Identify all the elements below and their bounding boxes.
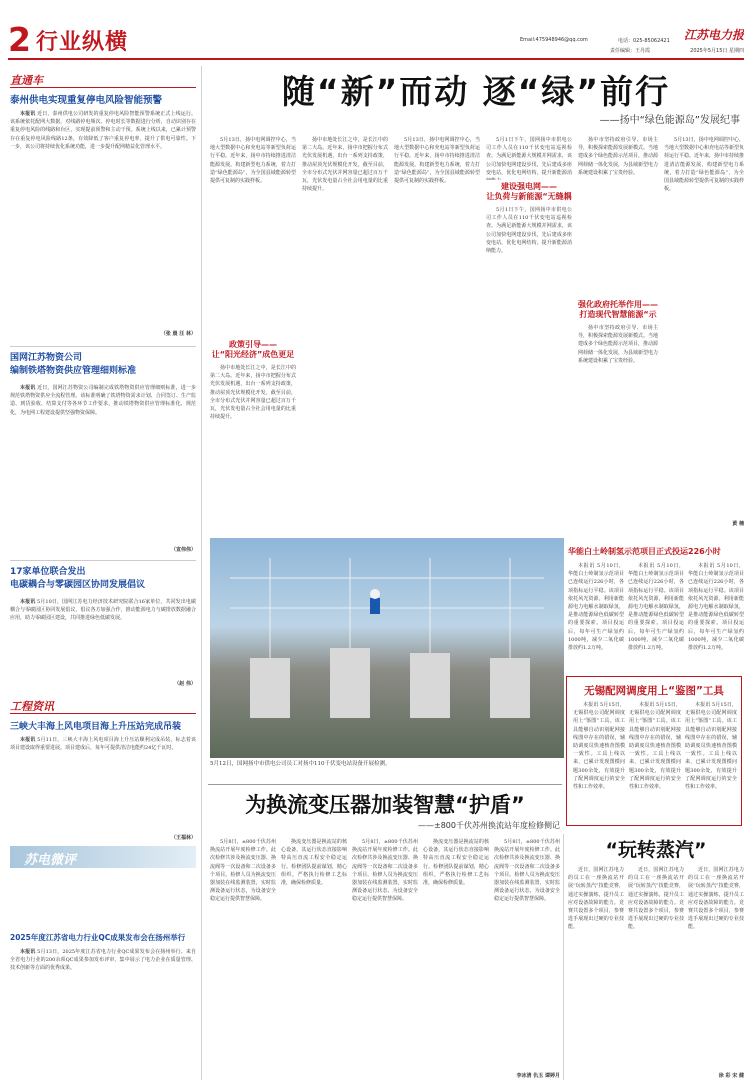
article-body: 本报讯 5月11日，三峡大丰海上风电项目海上升压站顺利完成吊装，标志着该项目建设取得重要进展。项目建成后，每年可提供清洁电能约24亿千瓦时。 bbox=[10, 737, 196, 752]
section-name: 行业纵横 bbox=[36, 30, 129, 55]
main-sign: 李冰清 仇玉 谭婷月 bbox=[516, 1073, 560, 1079]
page-number: 2 bbox=[8, 22, 31, 58]
brand-logo: 江苏电力报 bbox=[683, 28, 744, 42]
feature-kicker: 政策引导—— 让“阳光经济”成色更足 bbox=[211, 340, 295, 359]
news-title: 华能白土岭制氢示范项目正式投运226小时 bbox=[568, 547, 721, 556]
feature-column-3: 5月13日，扬中电网调控中心，当地大型数据中心和充电站等新型负荷运行平稳。近年来，扬中市持续推进清洁能源发展，构建新型电力系统，着力打造“绿色能源岛”，为全国县域能源转型提供可复制的实践样板。 bbox=[394, 137, 480, 185]
article-body: 本报讯 5月10日，国网江苏电力经济技术研究院联合16家单位，共同发出电碳耦合与零碳园区协同发展倡议，倡议各方加强合作，推动能源电力与碳排放数据融合应用，助力零碳园区建设，共同推进绿色低碳发展。 bbox=[10, 599, 196, 622]
article-body: 本报讯 5月13日，2025年度江苏省电力行业QC成果发布会在扬州举行。来自全省电力行业的200余项QC成果参加发布评审，集中展示了电力企业在质量管理、技术创新等方面的优秀成果。 bbox=[10, 949, 196, 972]
divider bbox=[10, 346, 196, 347]
boxed-title: 无锡配网调度用上“鉴图”工具 bbox=[584, 685, 724, 697]
bottom-sign: 徐 彩 宋 健 bbox=[718, 1073, 744, 1079]
article-sign: （王福林） bbox=[170, 835, 196, 841]
divider bbox=[10, 560, 196, 561]
article-title: 三峡大丰海上风电项目海上升压站完成吊装 bbox=[10, 722, 182, 732]
main-column-5: 5月8日，±800千伏苏州换流站开展年度检修工作。此次检修共涉及换流变压器、换流阀等一次设备和二次设备多个项目。检修人员为换流变压器加装在线监测装置，实时监测设备运行状态，为设备安全稳定运行提供智慧保障。 bbox=[494, 839, 560, 903]
contact-email: Email:475948946@qq.com bbox=[520, 37, 588, 43]
boxed-body-3: 本报讯 5月15日，无锡供电公司配网调度用上“鉴图”工具。该工具能够自动识别配网接线图中存在的错误，辅助调度员快速核查图模一致性。工具上线以来，已累计发现图模问题300余处，有效提升了配网调度运行的安全性和工作效率。 bbox=[685, 702, 737, 791]
feature-column-1: 5月13日，扬中电网调控中心，当地大型数据中心和充电站等新型负荷运行平稳。近年来，扬中市持续推进清洁能源发展，构建新型电力系统，着力打造“绿色能源岛”，为全国县域能源转型提供可复制的实践样板。 bbox=[210, 137, 296, 185]
column-label-express: 直通车 bbox=[10, 74, 43, 86]
article-sign: （赵 伟） bbox=[174, 681, 196, 687]
contact-tel: 电话：025-85062421 bbox=[618, 38, 670, 44]
news-body-2: 本报讯 5月10日，华能白土岭制氢示范项目已连续运行226小时，各项指标运行平稳。该项目依托风光资源，利用新能源电力电解水制取绿氢，是推动能源绿色低碳转型的重要探索。项目投运后，每年可生产绿氢约1000吨，减少二氧化碳排放约1.2万吨。 bbox=[628, 563, 684, 652]
feature-column-1b: 扬中市地处长江之中，是长江中的第二大岛。近年来，扬中市把握分布式光伏发展机遇，出台一系列支持政策，推动屋顶光伏规模化开发。截至目前，全市分布式光伏并网容量已超过百万千瓦，光伏发电量占全社会用电量的比重持续提升。 bbox=[210, 365, 296, 421]
commentary-banner-label: 苏电微评 bbox=[24, 853, 77, 868]
feature-subtitle: ——扬中“绿色能源岛”发展纪事 bbox=[599, 115, 740, 126]
feature-column-4b: 5月1日下午，国网扬中市供电公司工作人员在110千伏变电站巡视检查。为满足新能源大规模并网需求，该公司加快电网建设步伐，先后建成多座变电站，优化电网结构，提升新能源消纳能力。 bbox=[486, 207, 572, 255]
main-column-3: 5月8日，±800千伏苏州换流站开展年度检修工作。此次检修共涉及换流变压器、换流阀等一次设备和二次设备多个项目。检修人员为换流变压器加装在线监测装置，实时监测设备运行状态，为设备安全稳定运行提供智慧保障。 bbox=[352, 839, 418, 903]
column-separator bbox=[201, 66, 202, 1080]
bottom-column-3: 近日，国网江苏电力的员工在一座换流站开展“玩转蒸汽”技能竞赛，通过实操演练，提升员工应对设备故障的能力。竞赛共设置多个项目，参赛选手展现出过硬的专业技能。 bbox=[688, 867, 744, 931]
boxed-article bbox=[566, 676, 742, 826]
column-label-projects: 工程资讯 bbox=[10, 700, 54, 712]
bottom-column-1: 近日，国网江苏电力的员工在一座换流站开展“玩转蒸汽”技能竞赛，通过实操演练，提升员工应对设备故障的能力。竞赛共设置多个项目，参赛选手展现出过硬的专业技能。 bbox=[568, 867, 624, 931]
issue-date: 2025年5月15日 星期四 bbox=[690, 48, 744, 54]
column-separator bbox=[563, 834, 564, 1080]
feature-kicker: 强化政府托举作用—— 打造现代智慧能源“示 bbox=[578, 300, 658, 319]
feature-column-6: 5月13日，扬中电网调控中心，当地大型数据中心和充电站等新型负荷运行平稳。近年来，扬中市持续推进清洁能源发展，构建新型电力系统，着力打造“绿色能源岛”，为全国县域能源转型提供可复制的实践样板。 bbox=[664, 137, 744, 193]
main-column-4: 换流变压器是换流站的核心设备，其运行状态直接影响特高压直流工程安全稳定运行。检修团队提前谋划，精心组织，严格执行检修工艺标准，确保检修质量。 bbox=[423, 839, 489, 887]
article-body: 本报讯 近日，泰州供电公司研发的重复停电风险智能预警系统正式上线运行。该系统依托配网大数据，对线路停电频次、停电时长等数据进行分析，自动识别存在重复停电风险的线路和台区，实现提前预警和主动干预。系统上线以来，已累计预警存在重复停电风险线路12条，有效降低了客户重复停电率，提升了供电可靠性。下一步，该公司将持续优化系统功能，进一步提升配网精益化管理水平。 bbox=[10, 111, 196, 150]
feature-column-5: 扬中市坚持政府引导、市场主导，积极探索能源发展新模式。当地建成多个绿色能源示范项目，推动源网荷储一体化发展，为县域新型电力系统建设积累了宝贵经验。 bbox=[578, 137, 658, 176]
feature-column-2: 扬中市地处长江之中，是长江中的第二大岛。近年来，扬中市把握分布式光伏发展机遇，出台一系列支持政策，推动屋顶光伏规模化开发。截至目前，全市分布式光伏并网容量已超过百万千瓦，光伏发电量占全社会用电量的比重持续提升。 bbox=[302, 137, 388, 193]
feature-photo-caption: 5月12日，国网扬中市供电公司员工对扬中110千伏变电站设备开展检测。 bbox=[210, 761, 391, 767]
feature-column-5b: 扬中市坚持政府引导、市场主导，积极探索能源发展新模式。当地建成多个绿色能源示范项目，推动源网荷储一体化发展，为县域新型电力系统建设积累了宝贵经验。 bbox=[578, 325, 658, 364]
main-column-2: 换流变压器是换流站的核心设备，其运行状态直接影响特高压直流工程安全稳定运行。检修团队提前谋划，精心组织，严格执行检修工艺标准，确保检修质量。 bbox=[281, 839, 347, 887]
feature-kicker: 建设强电网—— 让负荷与新能源“无缝耦 bbox=[486, 182, 572, 201]
news-body-3: 本报讯 5月10日，华能白土岭制氢示范项目已连续运行226小时，各项指标运行平稳。该项目依托风光资源，利用新能源电力电解水制取绿氢，是推动能源绿色低碳转型的重要探索。项目投运后，每年可生产绿氢约1000吨，减少二氧化碳排放约1.2万吨。 bbox=[688, 563, 744, 652]
main-column-1: 5月8日，±800千伏苏州换流站开展年度检修工作。此次检修共涉及换流变压器、换流阀等一次设备和二次设备多个项目。检修人员为换流变压器加装在线监测装置，实时监测设备运行状态，为设备安全稳定运行提供智慧保障。 bbox=[210, 839, 276, 903]
boxed-body-2: 本报讯 5月15日，无锡供电公司配网调度用上“鉴图”工具。该工具能够自动识别配网接线图中存在的错误，辅助调度员快速核查图模一致性。工具上线以来，已累计发现图模问题300余处，有效提升了配网调度运行的安全性和工作效率。 bbox=[629, 702, 681, 791]
main-subtitle: ——±800千伏苏州换流站年度检修侧记 bbox=[418, 821, 560, 830]
column-rule bbox=[10, 713, 196, 714]
feature-sign: 黄 楠 bbox=[732, 521, 744, 527]
commentary-banner bbox=[10, 846, 196, 868]
article-sign: （张 晨 汪 林） bbox=[160, 331, 196, 337]
news-body-1: 本报讯 5月10日，华能白土岭制氢示范项目已连续运行226小时，各项指标运行平稳。该项目依托风光资源，利用新能源电力电解水制取绿氢，是推动能源绿色低碳转型的重要探索。项目投运后，每年可生产绿氢约1000吨，减少二氧化碳排放约1.2万吨。 bbox=[568, 563, 624, 652]
bottom-column-2: 近日，国网江苏电力的员工在一座换流站开展“玩转蒸汽”技能竞赛，通过实操演练，提升员工应对设备故障的能力。竞赛共设置多个项目，参赛选手展现出过硬的专业技能。 bbox=[628, 867, 684, 931]
feature-photo bbox=[210, 538, 564, 758]
feature-column-4: 5月1日下午，国网扬中市供电公司工作人员在110千伏变电站巡视检查。为满足新能源大规模并网需求，该公司加快电网建设步伐，先后建成多座变电站，优化电网结构，提升新能源消 bbox=[486, 137, 572, 176]
column-rule bbox=[10, 87, 196, 88]
bottom-title: “玩转蒸汽” bbox=[605, 839, 707, 861]
article-body: 本报讯 近日，国网江苏物资公司编制完成铁塔物资供应管理细则标准，进一步规范铁塔物资供应全流程管理。该标准明确了铁塔物资需求计划、合同签订、生产监造、到货验收、结算支付等各环节工作要求，推动铁塔物资供应管理标准化、规范化，为电网工程建设提供坚强物资保障。 bbox=[10, 385, 196, 416]
article-sign: （宣伟伟） bbox=[170, 547, 196, 553]
masthead-rule bbox=[8, 58, 744, 60]
editor: 责任编辑：王丹霞 bbox=[610, 48, 651, 54]
article-title: 2025年度江苏省电力行业QC成果发布会在扬州举行 bbox=[10, 933, 186, 942]
feature-title: 随“新”而动 逐“绿”前行 bbox=[281, 72, 671, 111]
article-title: 国网江苏物资公司 编制铁塔物资供应管理细则标准 bbox=[10, 353, 137, 376]
section-divider bbox=[208, 784, 562, 785]
main-title: 为换流变压器加装智慧“护盾” bbox=[245, 793, 525, 817]
article-title: 17家单位联合发出 电碳耦合与零碳园区协同发展倡议 bbox=[10, 567, 146, 590]
boxed-body-1: 本报讯 5月15日，无锡供电公司配网调度用上“鉴图”工具。该工具能够自动识别配网接线图中存在的错误，辅助调度员快速核查图模一致性。工具上线以来，已累计发现图模问题300余处，有效提升了配网调度运行的安全性和工作效率。 bbox=[573, 702, 625, 791]
substation-illustration bbox=[210, 538, 564, 758]
article-title: 泰州供电实现重复停电风险智能预警 bbox=[10, 95, 163, 106]
